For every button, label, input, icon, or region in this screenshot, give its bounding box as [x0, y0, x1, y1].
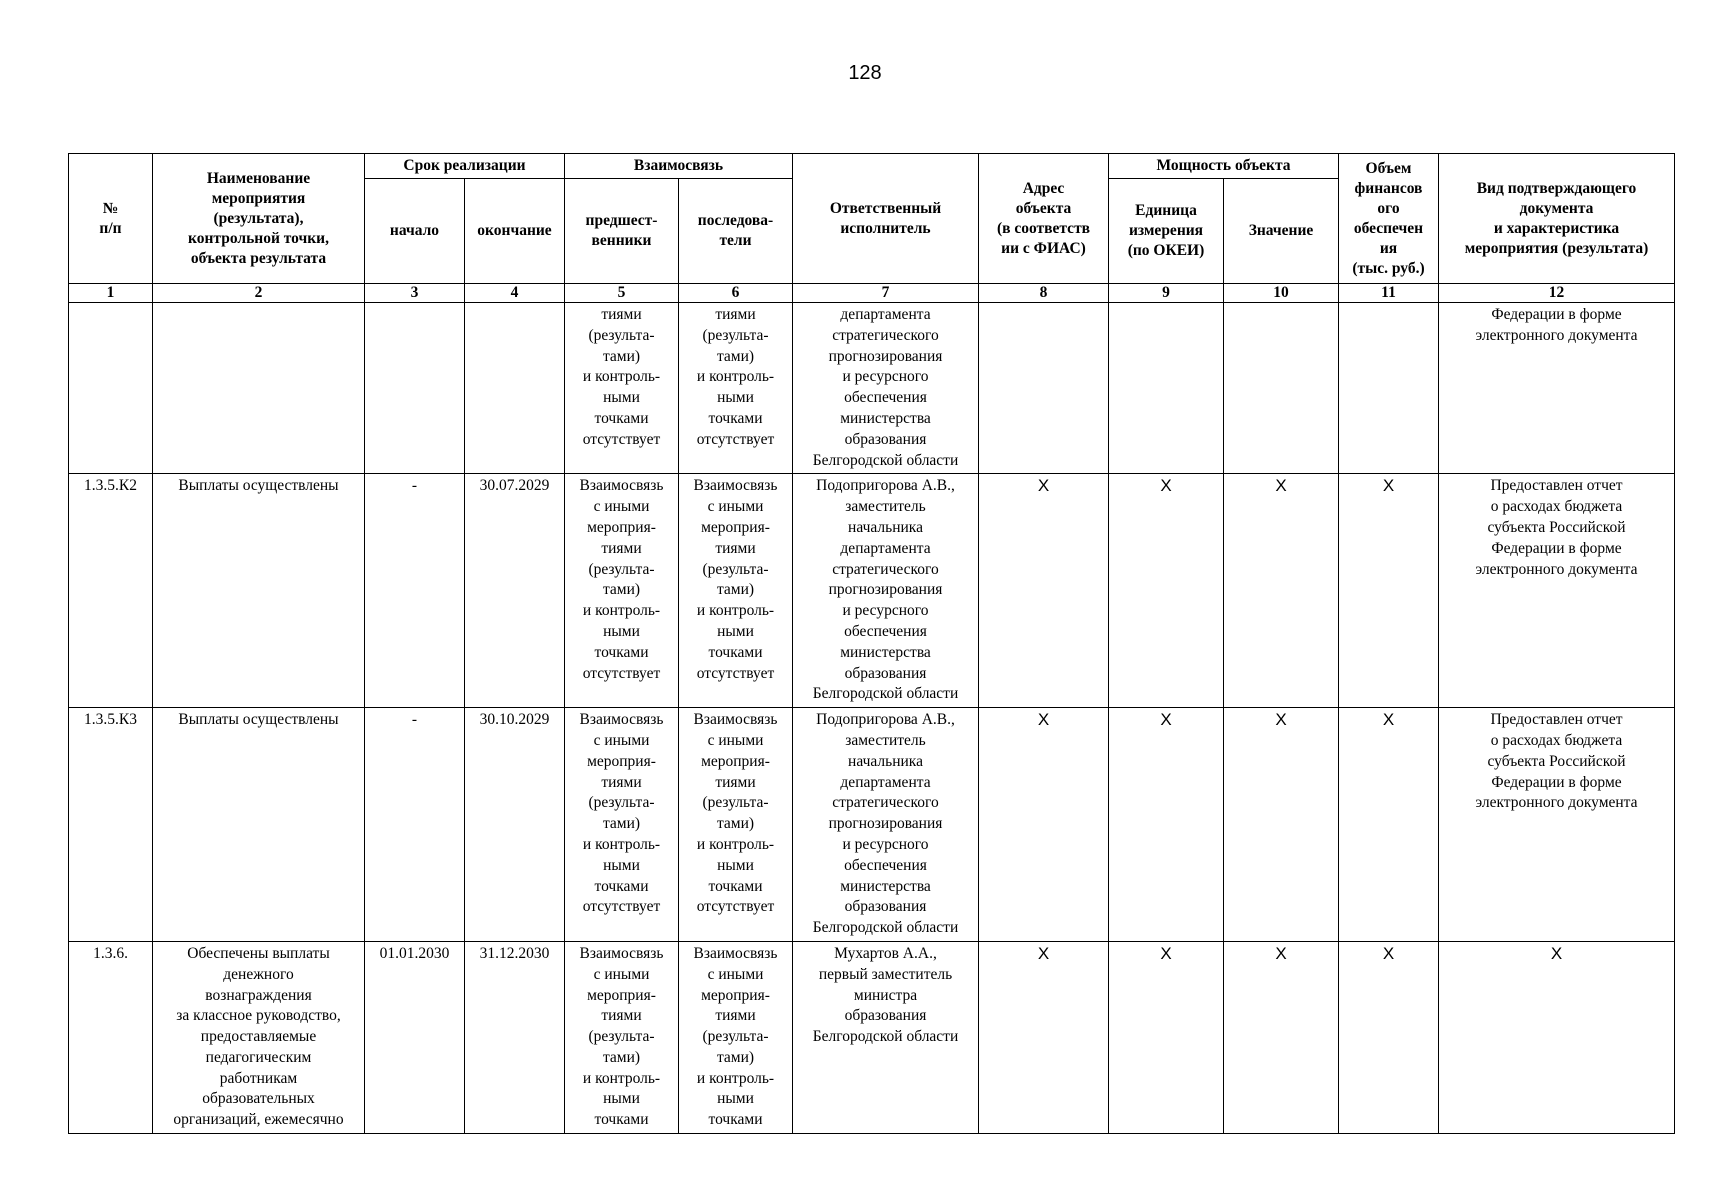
- cell-unit: Х: [1109, 474, 1224, 708]
- header-address: Адрес объекта (в соответств ии с ФИАС): [979, 154, 1109, 284]
- cell-responsible: Подопригорова А.В., заместитель начальника департамента стратегического прогнозирования и ресурсного обеспечения министерства образования Белгородской области: [793, 474, 979, 708]
- cell-name: Выплаты осуществлены: [153, 708, 365, 942]
- header-value: Значение: [1224, 179, 1339, 284]
- cell-start: -: [365, 708, 465, 942]
- cell-finance: [1339, 303, 1439, 474]
- header-finance: Объем финансов ого обеспечен ия (тыс. руб.): [1339, 154, 1439, 284]
- cell-document: Х: [1439, 941, 1675, 1133]
- cell-value: Х: [1224, 941, 1339, 1133]
- cell-no: 1.3.5.К2: [69, 474, 153, 708]
- column-number: 6: [679, 284, 793, 303]
- cell-address: Х: [979, 941, 1109, 1133]
- cell-end: 30.07.2029: [465, 474, 565, 708]
- header-document: Вид подтверждающего документа и характеристика мероприятия (результата): [1439, 154, 1675, 284]
- cell-finance: Х: [1339, 474, 1439, 708]
- cell-value: Х: [1224, 708, 1339, 942]
- column-number: 5: [565, 284, 679, 303]
- cell-no: 1.3.5.К3: [69, 708, 153, 942]
- header-responsible: Ответственный исполнитель: [793, 154, 979, 284]
- column-number: 1: [69, 284, 153, 303]
- cell-successors: Взаимосвязь с иными мероприя- тиями (результа- тами) и контроль- ными точками: [679, 941, 793, 1133]
- header-successors: последова- тели: [679, 179, 793, 284]
- cell-responsible: департамента стратегического прогнозирования и ресурсного обеспечения министерства образования Белгородской области: [793, 303, 979, 474]
- cell-start: -: [365, 474, 465, 708]
- plan-table: [68, 153, 1675, 1134]
- column-number: 4: [465, 284, 565, 303]
- cell-name: Выплаты осуществлены: [153, 474, 365, 708]
- header-unit: Единица измерения (по ОКЕИ): [1109, 179, 1224, 284]
- header-start: начало: [365, 179, 465, 284]
- cell-document: Предоставлен отчет о расходах бюджета субъекта Российской Федерации в форме электронного документа: [1439, 708, 1675, 942]
- cell-name: [153, 303, 365, 474]
- cell-responsible: Подопригорова А.В., заместитель начальника департамента стратегического прогнозирования и ресурсного обеспечения министерства образования Белгородской области: [793, 708, 979, 942]
- header-predecessors: предшест- венники: [565, 179, 679, 284]
- cell-no: [69, 303, 153, 474]
- cell-name: Обеспечены выплаты денежного вознаграждения за классное руководство, предоставляемые педагогическим работникам образовательных организаций, ежемесячно: [153, 941, 365, 1133]
- page-number: 128: [848, 62, 882, 84]
- cell-end: [465, 303, 565, 474]
- cell-document: Федерации в форме электронного документа: [1439, 303, 1675, 474]
- cell-start: [365, 303, 465, 474]
- cell-unit: Х: [1109, 941, 1224, 1133]
- header-no: № п/п: [69, 154, 153, 284]
- header-period: Срок реализации: [365, 154, 565, 179]
- header-capacity: Мощность объекта: [1109, 154, 1339, 179]
- column-number: 2: [153, 284, 365, 303]
- table-row: [69, 474, 1675, 708]
- header-end: окончание: [465, 179, 565, 284]
- cell-successors: Взаимосвязь с иными мероприя- тиями (результа- тами) и контроль- ными точками отсутствует: [679, 474, 793, 708]
- cell-end: 31.12.2030: [465, 941, 565, 1133]
- column-number: 3: [365, 284, 465, 303]
- table-row: [69, 708, 1675, 942]
- cell-finance: Х: [1339, 708, 1439, 942]
- cell-successors: тиями (результа- тами) и контроль- ными точками отсутствует: [679, 303, 793, 474]
- cell-unit: [1109, 303, 1224, 474]
- column-number: 7: [793, 284, 979, 303]
- table-row: [69, 303, 1675, 474]
- cell-address: Х: [979, 474, 1109, 708]
- cell-unit: Х: [1109, 708, 1224, 942]
- cell-responsible: Мухартов А.А., первый заместитель министра образования Белгородской области: [793, 941, 979, 1133]
- cell-value: [1224, 303, 1339, 474]
- header-name: Наименование мероприятия (результата), контрольной точки, объекта результата: [153, 154, 365, 284]
- cell-predecessors: Взаимосвязь с иными мероприя- тиями (результа- тами) и контроль- ными точками отсутствует: [565, 708, 679, 942]
- cell-no: 1.3.6.: [69, 941, 153, 1133]
- cell-document: Предоставлен отчет о расходах бюджета субъекта Российской Федерации в форме электронного документа: [1439, 474, 1675, 708]
- cell-successors: Взаимосвязь с иными мероприя- тиями (результа- тами) и контроль- ными точками отсутствует: [679, 708, 793, 942]
- cell-value: Х: [1224, 474, 1339, 708]
- cell-address: Х: [979, 708, 1109, 942]
- table-row: [69, 941, 1675, 1133]
- column-number: 8: [979, 284, 1109, 303]
- cell-predecessors: Взаимосвязь с иными мероприя- тиями (результа- тами) и контроль- ными точками отсутствует: [565, 474, 679, 708]
- column-numbers-row: [69, 284, 1675, 303]
- header-relation: Взаимосвязь: [565, 154, 793, 179]
- cell-end: 30.10.2029: [465, 708, 565, 942]
- cell-predecessors: тиями (результа- тами) и контроль- ными точками отсутствует: [565, 303, 679, 474]
- column-number: 9: [1109, 284, 1224, 303]
- cell-start: 01.01.2030: [365, 941, 465, 1133]
- cell-predecessors: Взаимосвязь с иными мероприя- тиями (результа- тами) и контроль- ными точками: [565, 941, 679, 1133]
- column-number: 12: [1439, 284, 1675, 303]
- cell-address: [979, 303, 1109, 474]
- column-number: 11: [1339, 284, 1439, 303]
- column-number: 10: [1224, 284, 1339, 303]
- cell-finance: Х: [1339, 941, 1439, 1133]
